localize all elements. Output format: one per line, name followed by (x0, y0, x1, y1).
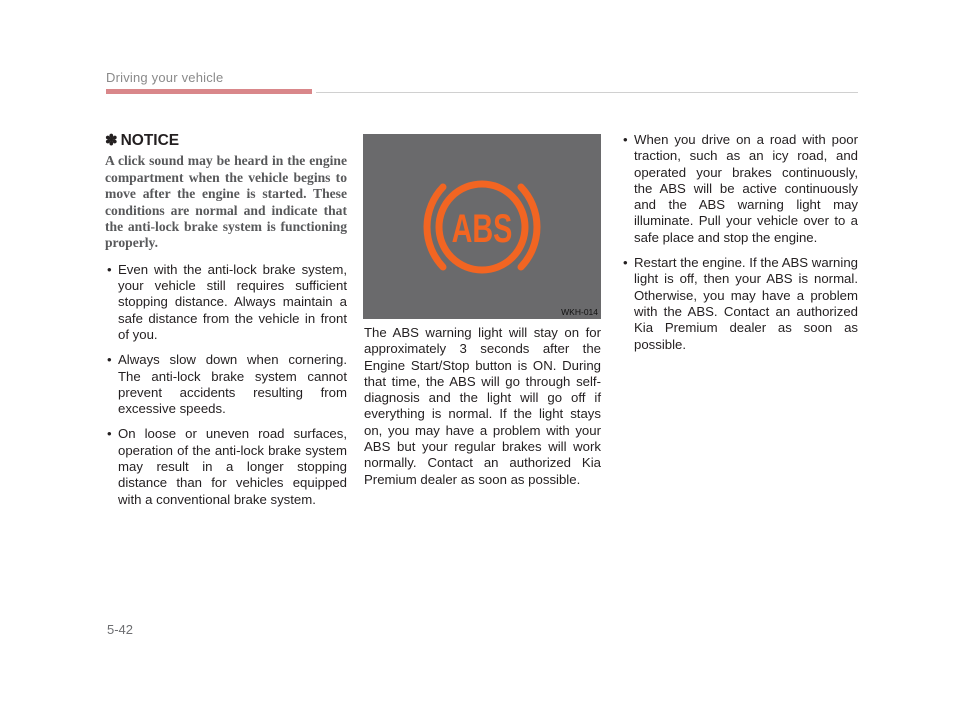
bullet-item: • Restart the engine. If the ABS warning light is off, then your ABS is normal. Otherwise, you may have a problem with the ABS. Contact an authorized Kia Premium dealer as soon as possible. (621, 255, 858, 353)
abs-light-paragraph: The ABS warning light will stay on for approximately 3 seconds after the Engine Start/Stop button is ON. During that time, the ABS will go through self-diagnosis and the light will go off if everything is normal. If the light stays on, you may have a problem with your ABS but your regular brakes will work normally. Contact an authorized Kia Premium dealer as soon as possible. (364, 325, 601, 487)
notice-title-text: NOTICE (120, 132, 180, 149)
column-2 (364, 325, 601, 488)
header-rule (316, 92, 858, 93)
column-3 (621, 132, 858, 362)
bullet-item: • Even with the anti-lock brake system, your vehicle still requires sufficient stopping distance. Always maintain a safe distance from the vehicle in front of you. (105, 262, 347, 343)
abs-warning-figure (363, 134, 601, 319)
header-accent-bar (106, 89, 312, 94)
notice-heading (105, 133, 347, 149)
notice-star-icon: ✽ (105, 132, 118, 149)
column-1-bullets (105, 262, 347, 508)
bullet-item: • When you drive on a road with poor traction, such as an icy road, and operated your brakes continuously, the ABS will be active continuously and the ABS warning light may illuminate. Pull your vehicle over to a safe place and stop the engine. (621, 132, 858, 246)
bullet-item: • On loose or uneven road surfaces, operation of the anti-lock brake system may result in a longer stopping distance than for vehicles equipped with a conventional brake system. (105, 426, 347, 507)
column-3-bullets (621, 132, 858, 353)
abs-warning-light-icon (363, 134, 601, 319)
abs-icon-label: ABS (451, 206, 513, 252)
bullet-item: • Always slow down when cornering. The anti-lock brake system cannot prevent accidents resulting from excessive speeds. (105, 352, 347, 417)
page-number: 5-42 (107, 622, 134, 637)
section-title: Driving your vehicle (106, 70, 224, 85)
column-1 (105, 133, 347, 517)
notice-body: A click sound may be heard in the engine compartment when the vehicle begins to move after the engine is started. These conditions are normal and indicate that the anti-lock brake system is functioning properly. (105, 153, 347, 251)
figure-code: WKH-014 (561, 307, 598, 317)
